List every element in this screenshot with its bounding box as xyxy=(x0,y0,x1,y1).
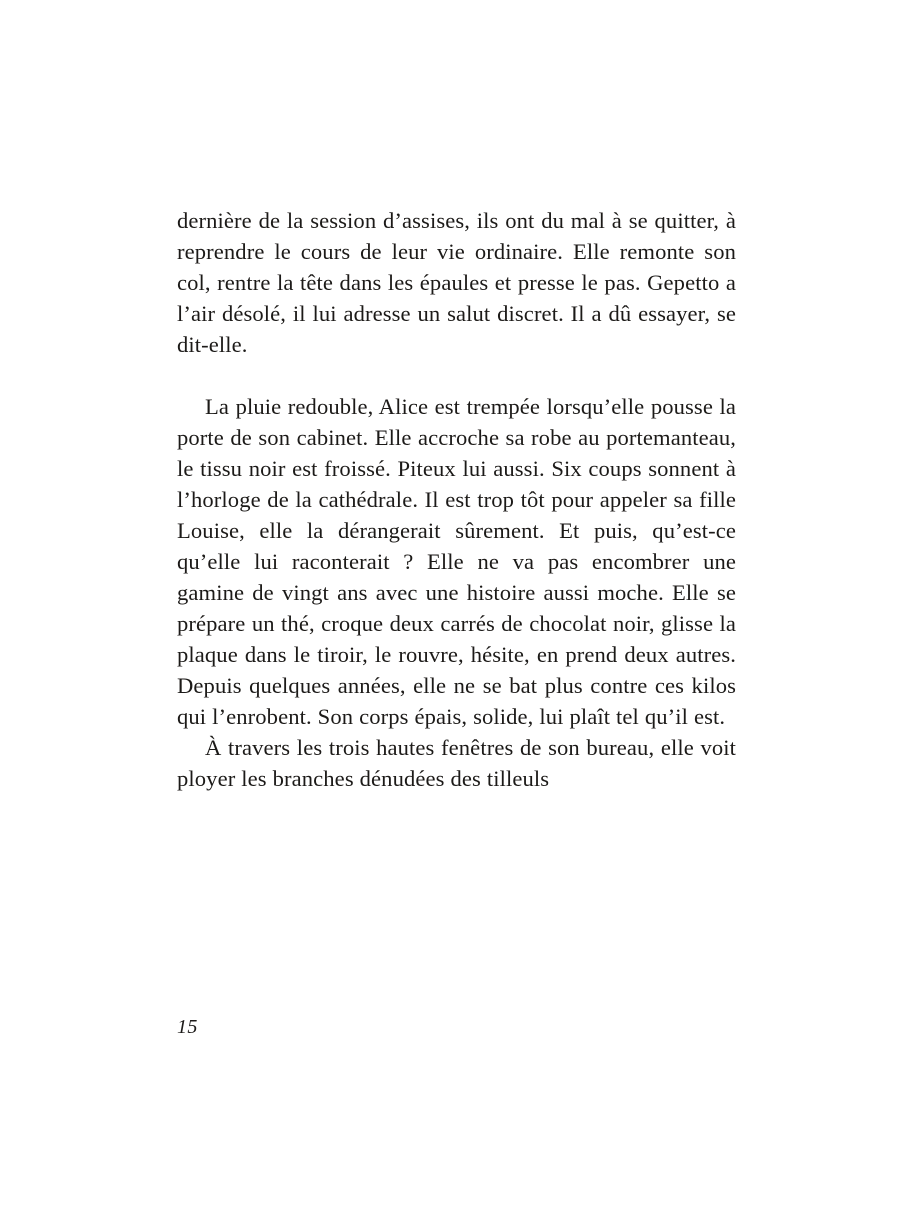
paragraph-2: La pluie redouble, Alice est trempée lorsqu’elle pousse la porte de son cabinet. Elle accroche sa robe au portemanteau, le tissu noir est froissé. Piteux lui aussi. Six coups sonnent à l’horloge de la cathédrale. Il est trop tôt pour appeler sa fille Louise, elle la dérangerait sûrement. Et puis, qu’est-ce qu’elle lui raconterait ? Elle ne va pas encombrer une gamine de vingt ans avec une histoire aussi moche. Elle se prépare un thé, croque deux carrés de chocolat noir, glisse la plaque dans le tiroir, le rouvre, hésite, en prend deux autres. Depuis quelques années, elle ne se bat plus contre ces kilos qui l’enrobent. Son corps épais, solide, lui plaît tel qu’il est. xyxy=(177,394,736,729)
paragraph-1: dernière de la session d’assises, ils ont du mal à se quitter, à reprendre le cours de leur vie ordinaire. Elle remonte son col, rentre la tête dans les épaules et presse le pas. Gepetto a l’air désolé, il lui adresse un salut discret. Il a dû essayer, se dit-elle. xyxy=(177,208,736,357)
page-number: 15 xyxy=(177,1016,198,1038)
paragraph-3: À travers les trois hautes fenêtres de son bureau, elle voit ployer les branches dénudées des tilleuls xyxy=(177,735,736,791)
page-text-block xyxy=(177,205,736,794)
